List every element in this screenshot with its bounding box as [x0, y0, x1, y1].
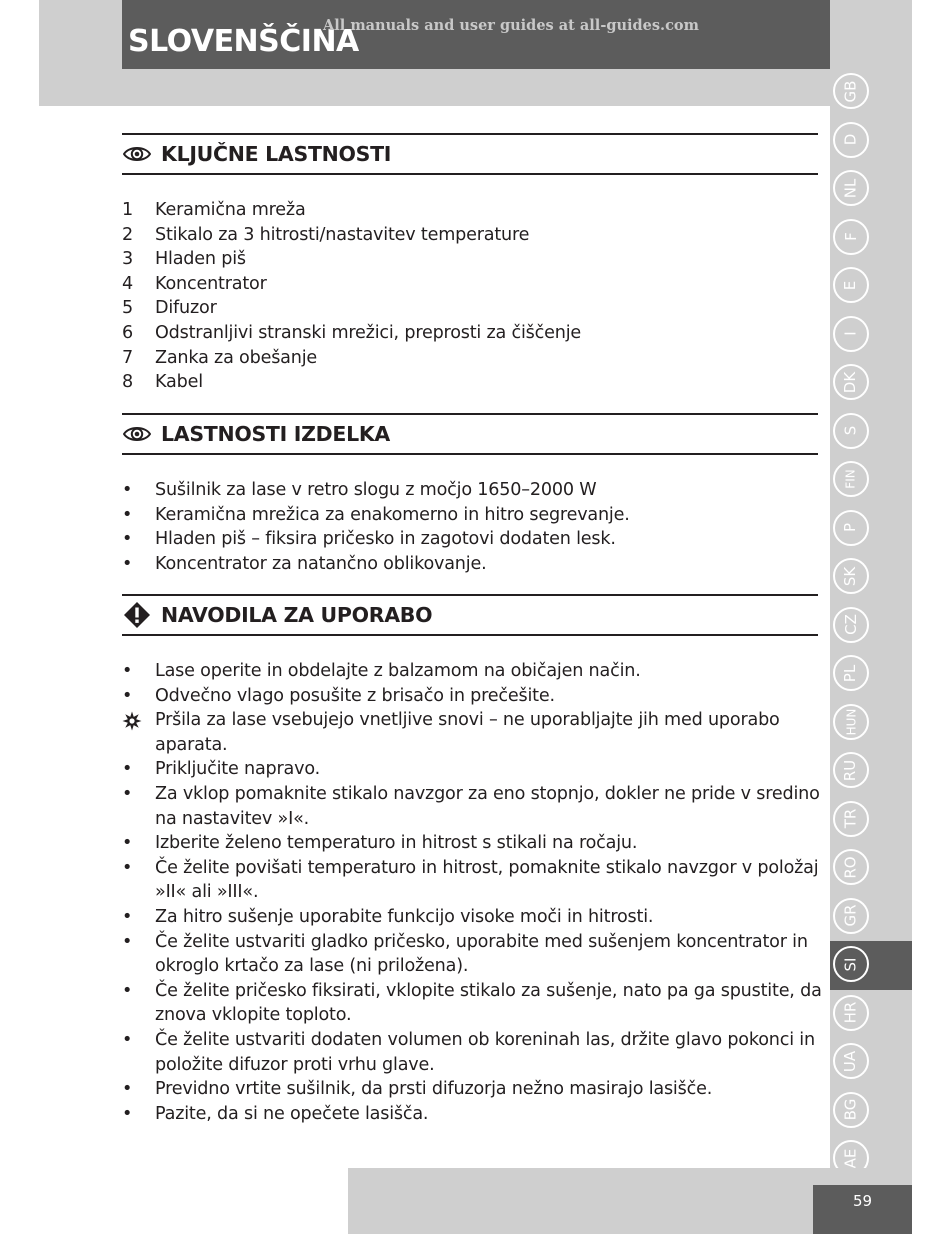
- item-text: Pršila za lase vsebujejo vnetljive snovi – ne uporabljajte jih med uporabo aparata.: [155, 710, 780, 755]
- language-code: NL: [841, 178, 860, 198]
- item-text: Če želite povišati temperaturo in hitrost, pomaknite stikalo navzgor v položaj »II« ali »III«.: [155, 857, 819, 903]
- language-tab-circle: [833, 364, 869, 400]
- item-number: 5: [122, 298, 133, 319]
- language-code: HUN: [843, 708, 858, 735]
- list-item: [122, 346, 822, 371]
- language-tab-circle: [833, 267, 869, 303]
- bullet-marker: •: [122, 783, 133, 804]
- item-text: Odvečno vlago posušite z brisačo in prečešite.: [155, 685, 555, 706]
- list-item: [122, 930, 822, 979]
- item-text: Kabel: [155, 372, 203, 393]
- language-tab-circle: [833, 170, 869, 206]
- language-tab-e[interactable]: [830, 262, 912, 311]
- eye-icon: [123, 423, 151, 445]
- language-tab-circle: [833, 801, 869, 837]
- list-item: [122, 272, 822, 297]
- language-tab-nl[interactable]: [830, 165, 912, 214]
- list-item: [122, 1077, 822, 1102]
- language-tab-circle: [833, 122, 869, 158]
- language-tab-circle: [833, 946, 869, 982]
- item-text: Koncentrator: [155, 273, 267, 294]
- language-tab-s[interactable]: [830, 408, 912, 457]
- list-item: [122, 370, 822, 395]
- list-item: [122, 223, 822, 248]
- language-tab-dk[interactable]: [830, 359, 912, 408]
- bullet-marker: •: [122, 553, 133, 574]
- item-text: Hladen piš: [155, 249, 246, 270]
- language-tab-cz[interactable]: [830, 602, 912, 651]
- language-tab-gr[interactable]: [830, 893, 912, 942]
- language-code: PL: [841, 664, 860, 682]
- language-code: DK: [841, 371, 860, 393]
- language-tab-tr[interactable]: [830, 796, 912, 845]
- language-code: E: [841, 280, 860, 290]
- language-tab-circle: [833, 510, 869, 546]
- watermark-text: All manuals and user guides at all-guides.com: [323, 17, 699, 34]
- language-tab-p[interactable]: [830, 505, 912, 554]
- section-title: LASTNOSTI IZDELKA: [161, 422, 390, 446]
- list-item: [122, 684, 822, 709]
- item-number: 2: [122, 224, 133, 245]
- bullet-marker: •: [122, 1079, 133, 1100]
- list-item: [122, 527, 822, 552]
- section-key-features-header: [122, 133, 818, 175]
- language-code: AE: [841, 1148, 860, 1168]
- language-tab-ua[interactable]: [830, 1038, 912, 1087]
- bullet-marker: •: [122, 685, 133, 706]
- language-tab-hr[interactable]: [830, 990, 912, 1039]
- language-tab-ro[interactable]: [830, 844, 912, 893]
- bullet-marker: •: [122, 504, 133, 525]
- language-tab-circle: [833, 995, 869, 1031]
- item-text: Keramična mrežica za enakomerno in hitro segrevanje.: [155, 504, 630, 525]
- item-text: Za hitro sušenje uporabite funkcijo visoke moči in hitrosti.: [155, 906, 654, 927]
- list-item: [122, 1102, 822, 1127]
- language-code: RO: [841, 855, 860, 879]
- language-tab-bg[interactable]: [830, 1087, 912, 1136]
- item-text: Stikalo za 3 hitrosti/nastavitev temperature: [155, 224, 530, 245]
- list-item: [122, 757, 822, 782]
- language-code: CZ: [841, 614, 860, 635]
- language-tab-circle: [833, 558, 869, 594]
- language-code: SI: [841, 957, 860, 971]
- language-tab-si[interactable]: [830, 941, 912, 990]
- language-code: BG: [841, 1098, 860, 1121]
- list-item: [122, 708, 822, 757]
- bullet-marker: •: [122, 1103, 133, 1124]
- bullet-marker: •: [122, 931, 133, 952]
- item-text: Lase operite in obdelajte z balzamom na običajen način.: [155, 661, 641, 681]
- list-item: [122, 831, 822, 856]
- bullet-marker: •: [122, 480, 133, 500]
- language-code: HR: [841, 1001, 860, 1024]
- page-number: 59: [852, 1192, 873, 1210]
- item-text: Hladen piš – fiksira pričesko in zagotovi dodaten lesk.: [155, 529, 616, 550]
- item-number: 3: [122, 249, 133, 270]
- section-instructions-header: [122, 594, 818, 636]
- item-number: 4: [122, 273, 133, 294]
- language-code: GR: [841, 904, 860, 927]
- item-number: 6: [122, 322, 133, 343]
- item-text: Difuzor: [155, 298, 217, 319]
- item-text: Če želite ustvariti dodaten volumen ob koreninah las, držite glavo pokonci in položite difuzor proti vrhu glave.: [155, 1029, 815, 1075]
- language-tab-circle: [833, 1092, 869, 1128]
- list-item: [122, 979, 822, 1028]
- language-tab-circle: [833, 219, 869, 255]
- list-item: [122, 503, 822, 528]
- language-tab-ru[interactable]: [830, 747, 912, 796]
- language-tab-list: [830, 68, 912, 1184]
- language-tab-circle: [833, 607, 869, 643]
- language-tab-circle: [833, 461, 869, 497]
- item-text: Za vklop pomaknite stikalo navzgor za eno stopnjo, dokler ne pride v sredino na nastavitev »I«.: [155, 783, 820, 829]
- language-tab-circle: [833, 413, 869, 449]
- language-code: P: [841, 522, 860, 533]
- item-text: Zanka za obešanje: [155, 347, 318, 368]
- language-tab-circle: [833, 655, 869, 691]
- language-tab-circle: [833, 73, 869, 109]
- section-product-features-header: [122, 413, 818, 455]
- language-title: SLOVENŠČINA: [128, 24, 359, 59]
- language-code: RU: [841, 759, 860, 781]
- list-item: [122, 321, 822, 346]
- language-code: TR: [841, 808, 860, 829]
- bullet-marker: •: [122, 1029, 133, 1050]
- language-code: UA: [841, 1050, 860, 1072]
- list-item: [122, 782, 822, 831]
- list-item: [122, 478, 822, 503]
- list-item: [122, 1028, 822, 1077]
- flammable-warning-icon: [122, 711, 142, 731]
- page-number-box: [813, 1185, 912, 1234]
- section-title: KLJUČNE LASTNOSTI: [161, 142, 392, 166]
- language-code: D: [841, 133, 860, 146]
- key-features-list: [122, 198, 822, 395]
- list-item: [122, 247, 822, 272]
- language-code: I: [841, 331, 860, 336]
- language-tab-f[interactable]: [830, 214, 912, 263]
- item-number: 8: [122, 372, 133, 393]
- instructions-list: [122, 659, 822, 1126]
- eye-icon: [123, 143, 151, 165]
- item-text: Previdno vrtite sušilnik, da prsti difuzorja nežno masirajo lasišče.: [155, 1079, 713, 1100]
- language-tab-circle: [833, 752, 869, 788]
- language-tab-circle: [833, 704, 869, 740]
- bullet-marker: •: [122, 857, 133, 878]
- language-tab-d[interactable]: [830, 117, 912, 166]
- item-text: Če želite pričesko fiksirati, vklopite stikalo za sušenje, nato pa ga spustite, da znova vklopite toploto.: [155, 980, 822, 1026]
- language-tab-circle: [833, 849, 869, 885]
- list-item: [122, 296, 822, 321]
- list-item: [122, 659, 822, 684]
- language-tab-hun[interactable]: [830, 699, 912, 748]
- bullet-marker: •: [122, 906, 133, 927]
- language-tab-i[interactable]: [830, 311, 912, 360]
- section-title: NAVODILA ZA UPORABO: [161, 603, 433, 627]
- item-text: Koncentrator za natančno oblikovanje.: [155, 553, 487, 574]
- item-text: Sušilnik za lase v retro slogu z močjo 1650–2000 W: [155, 480, 597, 500]
- bullet-marker: •: [122, 833, 133, 854]
- language-code: F: [841, 232, 860, 241]
- item-text: Keramična mreža: [155, 200, 306, 220]
- bullet-marker: •: [122, 661, 133, 681]
- language-tab-fin[interactable]: [830, 456, 912, 505]
- list-item: [122, 856, 822, 905]
- language-tab-sk[interactable]: [830, 553, 912, 602]
- item-text: Izberite želeno temperaturo in hitrost s stikali na ročaju.: [155, 833, 638, 854]
- language-code: FIN: [843, 469, 858, 489]
- item-number: 1: [122, 200, 133, 220]
- language-tab-gb[interactable]: [830, 68, 912, 117]
- warning-diamond-icon: [123, 601, 151, 629]
- list-item: [122, 552, 822, 577]
- bullet-marker: •: [122, 980, 133, 1001]
- bullet-marker: •: [122, 529, 133, 550]
- item-number: 7: [122, 347, 133, 368]
- list-item: [122, 905, 822, 930]
- item-text: Odstranljivi stranski mrežici, preprosti za čiščenje: [155, 322, 582, 343]
- language-code: GB: [841, 80, 860, 102]
- language-code: S: [841, 425, 860, 436]
- item-text: Priključite napravo.: [155, 759, 320, 780]
- bullet-marker: •: [122, 759, 133, 780]
- item-text: Če želite ustvariti gladko pričesko, uporabite med sušenjem koncentrator in okroglo krtačo za lase (ni priložena).: [155, 931, 808, 977]
- language-tab-pl[interactable]: [830, 650, 912, 699]
- item-text: Pazite, da si ne opečete lasišča.: [155, 1103, 429, 1124]
- language-tab-circle: [833, 1043, 869, 1079]
- language-tab-circle: [833, 898, 869, 934]
- language-tab-circle: [833, 316, 869, 352]
- product-features-list: [122, 478, 822, 576]
- list-item: [122, 198, 822, 223]
- language-code: SK: [841, 566, 860, 586]
